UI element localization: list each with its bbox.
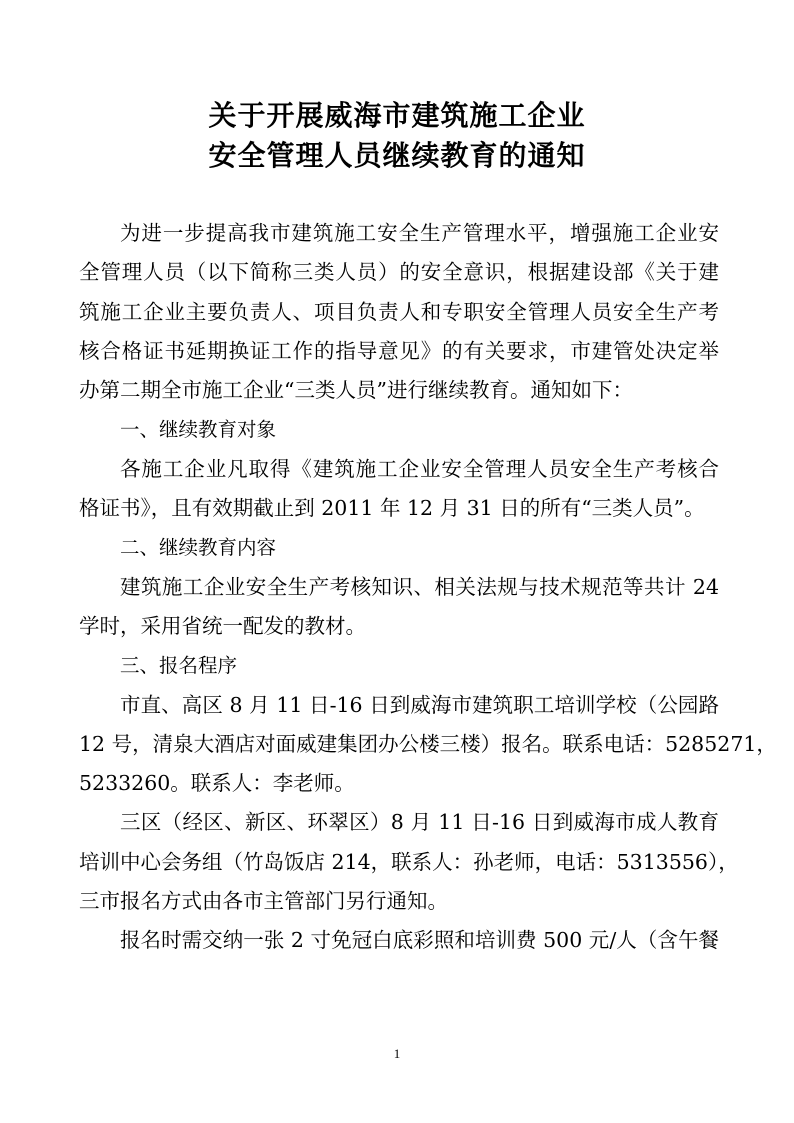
section-heading: 三、报名程序 [120, 654, 238, 678]
text-line: 格证书》，且有效期截止到 2011 年 12 月 31 日的所有“三类人员”。 [79, 496, 705, 521]
section-heading: 二、继续教育内容 [120, 536, 277, 560]
section-registration [79, 646, 777, 960]
text-line: 学时，采用省统一配发的教材。 [79, 613, 366, 638]
page-number: 1 [393, 1046, 401, 1061]
text-line: 为进一步提高我市建筑施工安全生产管理水平，增强施工企业安 [120, 221, 719, 245]
text-line: 报名时需交纳一张 2 寸免冠白底彩照和培训费 500 元/人（含午餐 [120, 928, 719, 953]
text-line: 各施工企业凡取得《建筑施工企业安全管理人员安全生产考核合 [120, 456, 719, 481]
text-line: 办第二期全市施工企业“三类人员”进行继续教育。通知如下： [79, 378, 633, 403]
section-target-audience [79, 410, 719, 528]
text-line: 建筑施工企业安全生产考核知识、相关法规与技术规范等共计 24 [120, 574, 719, 599]
document-body [79, 214, 777, 961]
text-line: 12 号，清泉大酒店对面威建集团办公楼三楼）报名。联系电话：5285271， [79, 731, 777, 756]
text-line: 市直、高区 8 月 11 日-16 日到威海市建筑职工培训学校（公园路 [120, 692, 719, 717]
text-line: 筑施工企业主要负责人、项目负责人和专职安全管理人员安全生产考 [79, 299, 719, 324]
text-line: 培训中心会务组（竹岛饭店 214，联系人：孙老师，电话：5313556）， [79, 849, 739, 874]
text-line: 核合格证书延期换证工作的指导意见》的有关要求，市建管处决定举 [79, 338, 719, 363]
intro-paragraph [79, 214, 719, 410]
text-line: 5233260。联系人：李老师。 [79, 771, 355, 796]
section-heading: 一、继续教育对象 [120, 418, 277, 442]
text-line: 三市报名方式由各市主管部门另行通知。 [79, 889, 448, 914]
title-line-2: 安全管理人员继续教育的通知 [208, 139, 586, 172]
text-line: 全管理人员（以下简称三类人员）的安全意识，根据建设部《关于建 [79, 260, 719, 285]
title-line-1: 关于开展威海市建筑施工企业 [208, 99, 586, 132]
section-content [79, 528, 719, 646]
document-title [0, 96, 794, 176]
text-line: 三区（经区、新区、环翠区）8 月 11 日-16 日到威海市成人教育 [120, 810, 719, 835]
